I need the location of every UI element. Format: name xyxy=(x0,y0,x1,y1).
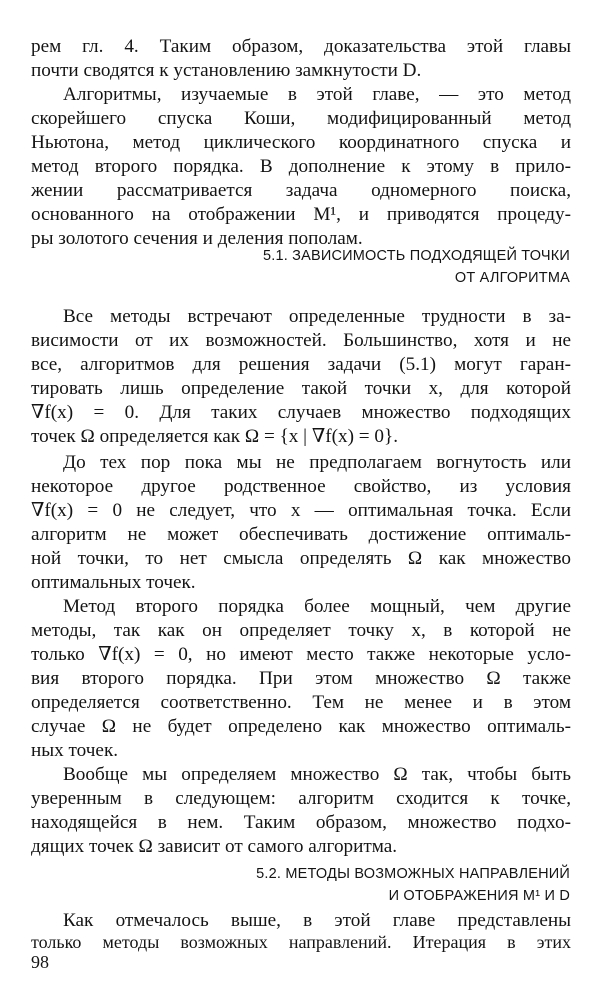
section-heading-line: ОТ АЛГОРИТМА xyxy=(454,270,570,286)
text-line: методы, так как он определяет точку x, в которой не xyxy=(31,620,571,641)
text-line: случае Ω не будет определено как множество оптималь- xyxy=(31,716,571,737)
section-heading-line: 5.2. МЕТОДЫ ВОЗМОЖНЫХ НАПРАВЛЕНИЙ xyxy=(256,866,570,882)
text-line: Алгоритмы, изучаемые в этой главе, — это метод xyxy=(63,84,571,105)
section-heading-line: И ОТОБРАЖЕНИЯ M¹ И D xyxy=(388,888,570,904)
text-line: все, алгоритмов для решения задачи (5.1) могут гаран- xyxy=(31,354,571,375)
text-line: Вообще мы определяем множество Ω так, чтобы быть xyxy=(63,764,571,785)
text-line: жении рассматривается задача одномерного поиска, xyxy=(31,180,571,201)
text-line: Метод второго порядка более мощный, чем другие xyxy=(63,596,571,617)
text-line: дящих точек Ω зависит от самого алгоритма. xyxy=(31,836,398,857)
text-line: ных точек. xyxy=(31,740,119,761)
text-line: скорейшего спуска Коши, модифицированный метод xyxy=(31,108,571,129)
text-line: метод второго порядка. В дополнение к этому в прило- xyxy=(31,156,571,177)
page-number: 98 xyxy=(31,952,49,972)
text-line: некоторое другое родственное свойство, из условия xyxy=(31,476,571,497)
text-line: только методы возможных направлений. Итерация в этих xyxy=(31,932,571,952)
text-line: основанного на отображении M¹, и приводятся процеду- xyxy=(31,204,571,225)
section-heading-line: 5.1. ЗАВИСИМОСТЬ ПОДХОДЯЩЕЙ ТОЧКИ xyxy=(262,248,570,264)
text-line: рем гл. 4. Таким образом, доказательства этой главы xyxy=(31,36,571,57)
text-line: почти сводятся к установлению замкнутости D. xyxy=(31,60,422,81)
text-line: вия второго порядка. При этом множество Ω также xyxy=(31,668,571,689)
text-line: только ∇f(x) = 0, но имеют место также некоторые усло- xyxy=(31,644,571,665)
text-line: определяется соответственно. Тем не менее и в этом xyxy=(31,692,571,713)
text-line: ∇f(x) = 0. Для таких случаев множество подходящих xyxy=(31,402,571,423)
text-line: тировать лишь определение такой точки x, для которой xyxy=(31,378,571,399)
text-line: Ньютона, метод циклического координатного спуска и xyxy=(31,132,571,153)
text-line: находящейся в нем. Таким образом, множество подхо- xyxy=(31,812,571,833)
text-line: уверенным в следующем: алгоритм сходится к точке, xyxy=(31,788,571,809)
text-line: Все методы встречают определенные трудности в за- xyxy=(63,306,571,327)
text-line: оптимальных точек. xyxy=(31,572,196,593)
text-line: висимости от их возможностей. Большинство, хотя и не xyxy=(31,330,571,351)
text-line: ∇f(x) = 0 не следует, что x — оптимальная точка. Если xyxy=(31,500,571,521)
text-line: До тех пор пока мы не предполагаем вогнутость или xyxy=(63,452,571,473)
text-line: алгоритм не может обеспечивать достижение оптималь- xyxy=(31,524,571,545)
text-line: Как отмечалось выше, в этой главе представлены xyxy=(63,910,571,931)
text-line: точек Ω определяется как Ω = {x | ∇f(x) = 0}. xyxy=(31,426,398,447)
text-line: ры золотого сечения и деления пополам. xyxy=(31,228,363,249)
text-line: ной точки, то нет смысла определять Ω как множество xyxy=(31,548,571,569)
